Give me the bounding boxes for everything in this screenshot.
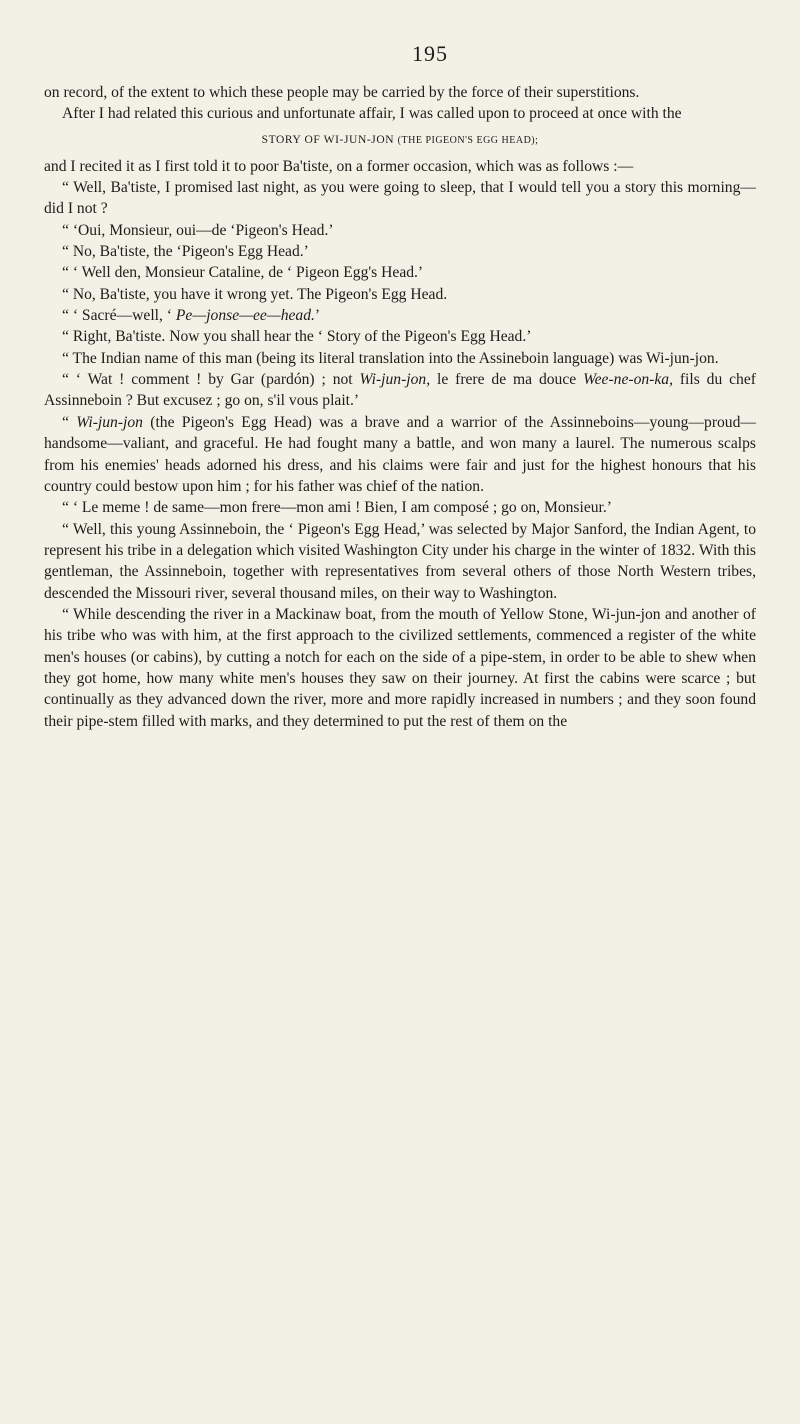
paragraph-4: “ Well, Ba'tiste, I promised last night, as you were going to sleep, that I would tell you a story this morning—did I not ?: [44, 179, 756, 218]
paragraph-5: “ ‘Oui, Monsieur, oui—de ‘Pigeon's Head.’: [62, 221, 334, 239]
paragraph-2: After I had related this curious and unfortunate affair, I was called upon to proceed at once with the: [62, 105, 682, 123]
paragraph-13: [44, 412, 756, 497]
paragraph-16: “ While descending the river in a Mackinaw boat, from the mouth of Yellow Stone, Wi-jun-jon and another of his tribe who was with him, at the first approach to the civilized settlements, commenced a register of the white men's houses (or cabins), by cutting a notch for each on the side of a pipe-stem, in order to be able to shew when they got home, how many white men's houses they saw on their journey. At first the cabins were scarce ; but continually as they advanced down the river, more and more rapidly increased in numbers ; and they soon found their pipe-stem filled with marks, and they determined to put the rest of them on the: [44, 605, 756, 730]
paragraph-13-b: Wi-jun-jon: [76, 413, 143, 431]
paragraph-3: and I recited it as I first told it to poor Ba'tiste, on a former occasion, which was as follows :—: [44, 157, 634, 175]
paragraph-1: on record, of the extent to which these people may be carried by the force of their superstitions.: [44, 84, 640, 101]
paragraph-10: “ Right, Ba'tiste. Now you shall hear the ‘ Story of the Pigeon's Egg Head.’: [62, 328, 532, 346]
paragraph-12-c: le frere de ma douce: [437, 371, 577, 389]
paragraph-12-e: fils du chef Assinneboin ? But excusez ; go on, s'il vous plait.’: [44, 371, 756, 410]
paragraph-9-italic: Pe—jonse—ee—head.: [175, 307, 315, 325]
paragraph-9-end: ’: [314, 307, 321, 325]
paragraph-15: “ Well, this young Assinneboin, the ‘ Pigeon's Egg Head,’ was selected by Major Sanford, the Indian Agent, to represent his tribe in a delegation which visited Washington City under his charge in the winter of 1832. With this gentleman, the Assinneboin, together with representatives from several others of those North Western tribes, descended the Missouri river, several thousand miles, on their way to Washington.: [44, 520, 756, 602]
paragraph-12-a: “ ‘ Wat ! comment ! by Gar (pardón) ; not: [62, 371, 353, 389]
paragraph-11: “ The Indian name of this man (being its literal translation into the Assineboin language) was Wi-jun-jon.: [62, 349, 719, 367]
story-heading-title: STORY OF WI-JUN-JON: [261, 133, 395, 146]
paragraph-6: “ No, Ba'tiste, the ‘Pigeon's Egg Head.’: [62, 243, 309, 261]
paragraph-12: [44, 369, 756, 412]
story-heading: [44, 131, 756, 150]
page-number: 195: [412, 41, 448, 66]
paragraph-12-b: Wi-jun-jon,: [359, 371, 431, 389]
paragraph-13-a: “: [62, 413, 69, 431]
story-heading-subtitle: (THE PIGEON'S EGG HEAD);: [397, 134, 539, 146]
paragraph-9-start: “ ‘ Sacré—well, ‘: [62, 307, 172, 325]
paragraph-12-d: Wee-ne-on-ka,: [583, 371, 673, 389]
book-page: [44, 40, 756, 1410]
paragraph-7: “ ‘ Well den, Monsieur Cataline, de ‘ Pigeon Egg's Head.’: [62, 264, 424, 282]
paragraph-9: [44, 305, 756, 326]
paragraph-13-c: (the Pigeon's Egg Head) was a brave and a warrior of the Assinneboins—young—proud—handsome—valiant, and graceful. He had fought many a battle, and won many a laurel. The numerous scalps from his enemies' heads adorned his dress, and his claims were fair and just for the highest honours that his country could bestow upon him ; for his father was chief of the nation.: [44, 413, 756, 495]
paragraph-14: “ ‘ Le meme ! de same—mon frere—mon ami ! Bien, I am composé ; go on, Monsieur.’: [62, 499, 612, 517]
paragraph-8: “ No, Ba'tiste, you have it wrong yet. The Pigeon's Egg Head.: [62, 285, 448, 303]
